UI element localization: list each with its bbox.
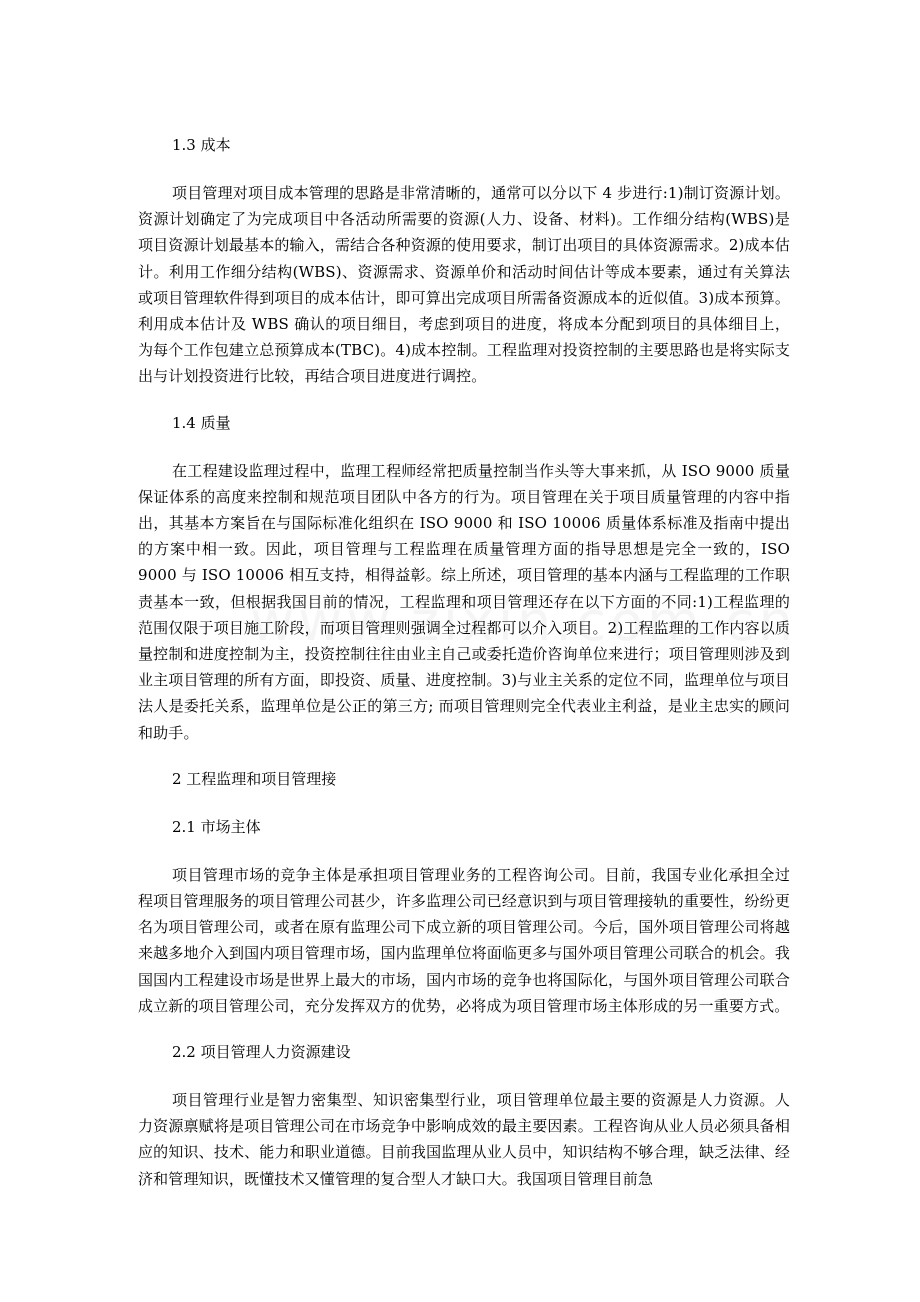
section-paragraph-2-1: 项目管理市场的竞争主体是承担项目管理业务的工程咨询公司。目前，我国专业化承担全过程项目管理服务的项目管理公司甚少，许多监理公司已经意识到与项目管理接轨的重要性，纷纷更名为项目管理公司，或者在原有监理公司下成立新的项目管理公司。今后，国外项目管理公司将越来越多地介入到国内项目管理市场，国内监理单位将面临更多与国外项目管理公司联合的机会。我国国内工程建设市场是世界上最大的市场，国内市场的竞争也将国际化，与国外项目管理公司联合成立新的项目管理公司，充分发挥双方的优势，必将成为项目管理市场主体形成的另一重要方式。 xyxy=(138,865,790,1015)
section-heading-1-4: 1.4 质量 xyxy=(172,413,231,432)
section-heading-2-1: 2.1 市场主体 xyxy=(172,817,261,836)
section-heading-1-3: 1.3 成本 xyxy=(172,136,231,154)
section-paragraph-1-3: 项目管理对项目成本管理的思路是非常清晰的，通常可以分以下 4 步进行:1)制订资源计划。资源计划确定了为完成项目中各活动所需要的资源(人力、设备、材料)。工作细分结构(WBS)是项目资源计划最基本的输入，需结合各种资源的使用要求，制订出项目的具体资源需求。2)成本估计。利用工作细分结构(WBS)、资源需求、资源单价和活动时间估计等成本要素，通过有关算法或项目管理软件得到项目的成本估计，即可算出完成项目所需备资源成本的近似值。3)成本预算。利用成本估计及 WBS 确认的项目细目，考虑到项目的进度，将成本分配到项目的具体细目上，为每个工作包建立总预算成本(TBC)。4)成本控制。工程监理对投资控制的主要思路也是将实际支出与计划投资进行比较，再结合项目进度进行调控。 xyxy=(138,184,790,386)
section-heading-2: 2 工程监理和项目管理接 xyxy=(172,769,337,788)
document-page xyxy=(138,132,790,1212)
section-heading-2-2: 2.2 项目管理人力资源建设 xyxy=(172,1043,351,1062)
section-paragraph-1-4: 在工程建设监理过程中，监理工程师经常把质量控制当作头等大事来抓，从 ISO 9000 质量保证体系的高度来控制和规范项目团队中各方的行为。项目管理在关于项目质量管理的内容中指出，其基本方案旨在与国际标准化组织在 ISO 9000 和 ISO 10006 质量体系标准及指南中提出的方案中相一致。因此，项目管理与工程监理在质量管理方面的指导思想是完全一致的，ISO 9000 与 ISO 10006 相互支持，相得益彰。综上所述，项目管理的基本内涵与工程监理的工作职责基本一致，但根据我国目前的情况，工程监理和项目管理还存在以下方面的不同:1)工程监理的范围仅限于项目施工阶段，而项目管理则强调全过程都可以介入项目。2)工程监理的工作内容以质量控制和进度控制为主，投资控制往往由业主自己或委托造价咨询单位来进行；项目管理则涉及到业主项目管理的所有方面，即投资、质量、进度控制。3)与业主关系的定位不同，监理单位与项目法人是委托关系，监理单位是公正的第三方; 而项目管理则完全代表业主利益，是业主忠实的顾问和助手。 xyxy=(138,461,790,742)
section-paragraph-2-2: 项目管理行业是智力密集型、知识密集型行业，项目管理单位最主要的资源是人力资源。人力资源禀赋将是项目管理公司在市场竞争中影响成效的最主要因素。工程咨询从业人员必须具备相应的知识、技术、能力和职业道德。目前我国监理从业人员中，知识结构不够合理，缺乏法律、经济和管理知识，既懂技术又懂管理的复合型人才缺口大。我国项目管理目前急 xyxy=(138,1091,790,1188)
